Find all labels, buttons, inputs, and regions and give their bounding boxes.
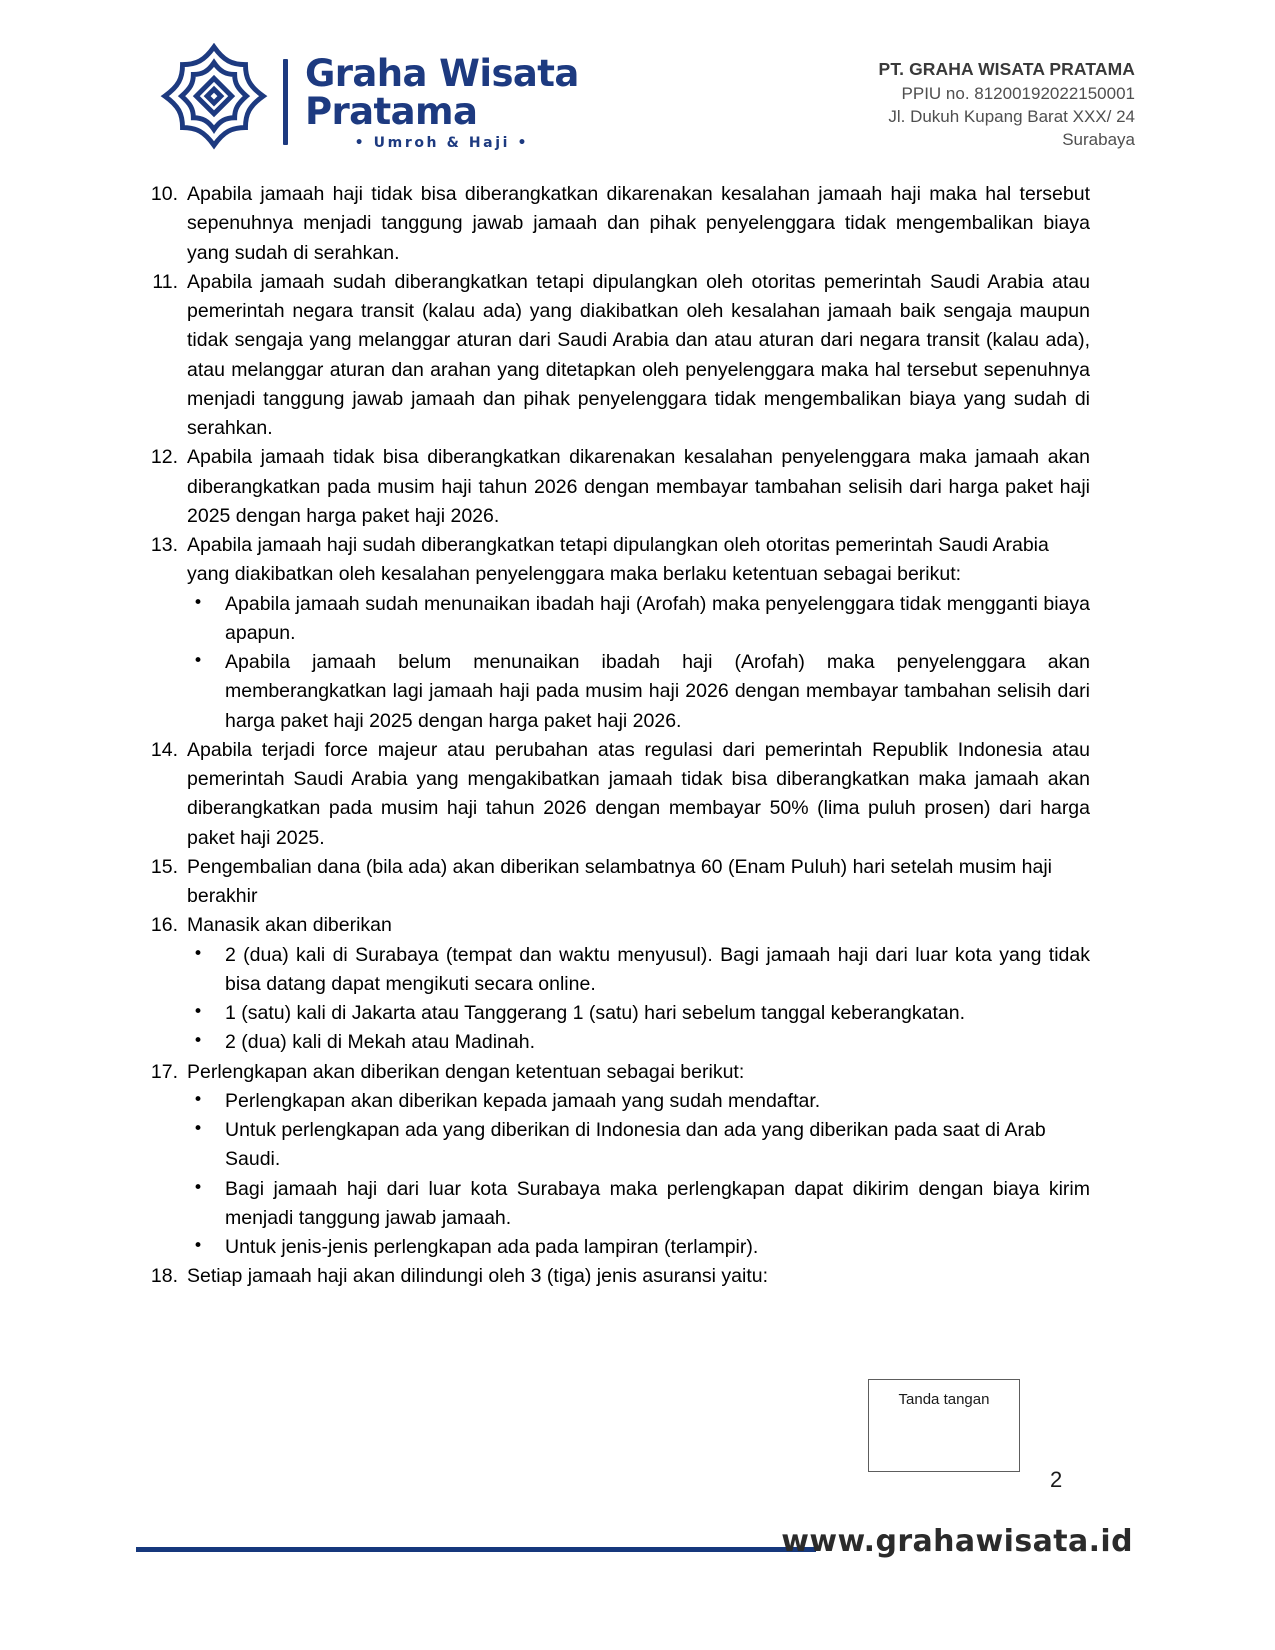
company-name: PT. GRAHA WISATA PRATAMA <box>878 59 1135 79</box>
logo-divider <box>283 59 288 145</box>
clause-number: 18. <box>150 1265 178 1288</box>
clause-item <box>138 268 1090 444</box>
clause-bullet-item <box>187 590 1090 649</box>
logo-name-line1: Graha Wisata <box>305 51 579 95</box>
bullet-text: 2 (dua) kali di Surabaya (tempat dan waktu menyusul). Bagi jamaah haji dari luar kota yang tidak bisa datang dapat mengikuti secara online. <box>225 943 1090 995</box>
clause-item <box>138 180 1090 268</box>
clause-text: Apabila jamaah haji tidak bisa diberangkatkan dikarenakan kesalahan jamaah haji maka hal tersebut sepenuhnya menjadi tanggung jawab jamaah dan pihak penyelenggara tidak mengembalikan biaya yang sudah di serahkan. <box>187 183 1090 264</box>
clause-number: 13. <box>150 534 178 556</box>
clause-number: 11. <box>152 270 178 293</box>
company-license: PPIU no. 81200192022150001 <box>901 83 1135 103</box>
bullet-dot-icon: • <box>193 1089 204 1110</box>
clause-text: Manasik akan diberikan <box>187 914 392 937</box>
clause-item <box>138 531 1090 590</box>
clause-item <box>138 736 1090 853</box>
clause-text: Pengembalian dana (bila ada) akan diberikan selambatnya 60 (Enam Puluh) hari setelah musim haji berakhir <box>187 855 1052 907</box>
page-number: 2 <box>1050 1467 1063 1492</box>
page-footer <box>0 1524 1275 1596</box>
bullet-text: Bagi jamaah haji dari luar kota Surabaya maka perlengkapan dapat dikirim dengan biaya kirim menjadi tanggung jawab jamaah. <box>225 1177 1090 1229</box>
clause-number: 16. <box>150 914 178 937</box>
logo-tagline: • Umroh & Haji • <box>354 134 530 151</box>
clause-bullet-list <box>138 1087 1090 1263</box>
clause-number: 17. <box>150 1060 178 1083</box>
clause-text: Apabila jamaah sudah diberangkatkan tetapi dipulangkan oleh otoritas pemerintah Saudi Arabia atau pemerintah negara transit (kalau ada) yang diakibatkan oleh kesalahan jamaah baik sengaja maupun tidak sengaja yang melanggar aturan dari Saudi Arabia dan atau aturan dari negara transit (kalau ada), atau melanggar aturan dan arahan yang ditetapkan oleh penyelenggara maka hal tersebut sepenuhnya menjadi tanggung jawab jamaah dan pihak penyelenggara tidak mengembalikan biaya yang sudah di serahkan. <box>187 270 1090 439</box>
clause-item <box>138 911 1090 940</box>
letterhead <box>0 28 1275 173</box>
clause-item <box>138 853 1090 912</box>
bullet-dot-icon: • <box>193 1119 204 1139</box>
bullet-dot-icon: • <box>193 651 204 671</box>
bullet-dot-icon: • <box>193 1002 204 1022</box>
logo-name-line2: Pratama <box>305 89 478 133</box>
clause-text: Perlengkapan akan diberikan dengan ketentuan sebagai berikut: <box>187 1060 745 1083</box>
bullet-dot-icon: • <box>193 592 204 613</box>
clause-bullet-item <box>187 999 1090 1028</box>
logo-wordmark <box>305 51 579 151</box>
clause-bullet-list <box>138 590 1090 736</box>
bullet-text: Untuk perlengkapan ada yang diberikan di Indonesia dan ada yang diberikan pada saat di Arab Saudi. <box>225 1119 1046 1171</box>
bullet-text: Apabila jamaah belum menunaikan ibadah haji (Arofah) maka penyelenggara akan memberangkatkan lagi jamaah haji pada musim haji 2026 dengan membayar tambahan selisih dari harga paket haji 2025 dengan harga paket haji 2026. <box>225 651 1090 732</box>
company-address: Jl. Dukuh Kupang Barat XXX/ 24 <box>888 106 1135 126</box>
signature-label: Tanda tangan <box>898 1391 990 1408</box>
signature-box[interactable] <box>868 1379 1020 1472</box>
bullet-dot-icon: • <box>193 943 204 964</box>
clause-text: Setiap jamaah haji akan dilindungi oleh 3 (tiga) jenis asuransi yaitu: <box>187 1265 769 1288</box>
clause-bullet-item <box>187 1028 1090 1057</box>
clause-number: 12. <box>150 446 178 469</box>
clause-number: 15. <box>150 855 178 878</box>
bullet-text: Untuk jenis-jenis perlengkapan ada pada lampiran (terlampir). <box>225 1236 759 1258</box>
clause-number: 10. <box>150 183 178 205</box>
octagonal-star-ornament-icon <box>155 43 273 161</box>
clause-bullet-item <box>187 648 1090 736</box>
bullet-dot-icon: • <box>193 1236 204 1256</box>
clause-text: Apabila jamaah tidak bisa diberangkatkan dikarenakan kesalahan penyelenggara maka jamaah akan diberangkatkan pada musim haji tahun 2026 dengan membayar tambahan selisih dari harga paket haji 2025 dengan harga paket haji 2026. <box>187 446 1090 527</box>
clause-number: 14. <box>150 738 178 761</box>
bullet-text: 2 (dua) kali di Mekah atau Madinah. <box>225 1031 536 1054</box>
company-details <box>879 58 1135 151</box>
clause-item <box>138 1058 1090 1087</box>
clause-list <box>138 180 1090 1292</box>
clause-item <box>138 443 1090 531</box>
clause-text: Apabila terjadi force majeur atau perubahan atas regulasi dari pemerintah Republik Indonesia atau pemerintah Saudi Arabia yang mengakibatkan jamaah tidak bisa diberangkatkan maka jamaah akan diberangkatkan pada musim haji tahun 2026 dengan membayar 50% (lima puluh prosen) dari harga paket haji 2025. <box>187 738 1090 849</box>
footer-website: www.grahawisata.id <box>781 1524 1133 1559</box>
bullet-dot-icon: • <box>193 1177 204 1198</box>
bullet-text: Perlengkapan akan diberikan kepada jamaah yang sudah mendaftar. <box>225 1089 821 1112</box>
bullet-text: Apabila jamaah sudah menunaikan ibadah haji (Arofah) maka penyelenggara tidak mengganti biaya apapun. <box>225 592 1090 644</box>
clause-bullet-item <box>187 1087 1090 1116</box>
clause-item <box>138 1262 1090 1291</box>
footer-divider <box>136 1547 816 1552</box>
clause-bullet-list <box>138 941 1090 1058</box>
bullet-text: 1 (satu) kali di Jakarta atau Tanggerang 1 (satu) hari sebelum tanggal keberangkatan. <box>225 1002 966 1024</box>
company-city: Surabaya <box>1062 130 1135 150</box>
company-logo <box>155 42 579 162</box>
clause-bullet-item <box>187 1116 1090 1175</box>
clause-bullet-item <box>187 941 1090 1000</box>
bullet-dot-icon: • <box>193 1031 204 1052</box>
clause-bullet-item <box>187 1233 1090 1262</box>
clause-bullet-item <box>187 1175 1090 1234</box>
clause-text: Apabila jamaah haji sudah diberangkatkan tetapi dipulangkan oleh otoritas pemerintah Saudi Arabia yang diakibatkan oleh kesalahan penyelenggara maka berlaku ketentuan sebagai berikut: <box>187 534 1049 586</box>
